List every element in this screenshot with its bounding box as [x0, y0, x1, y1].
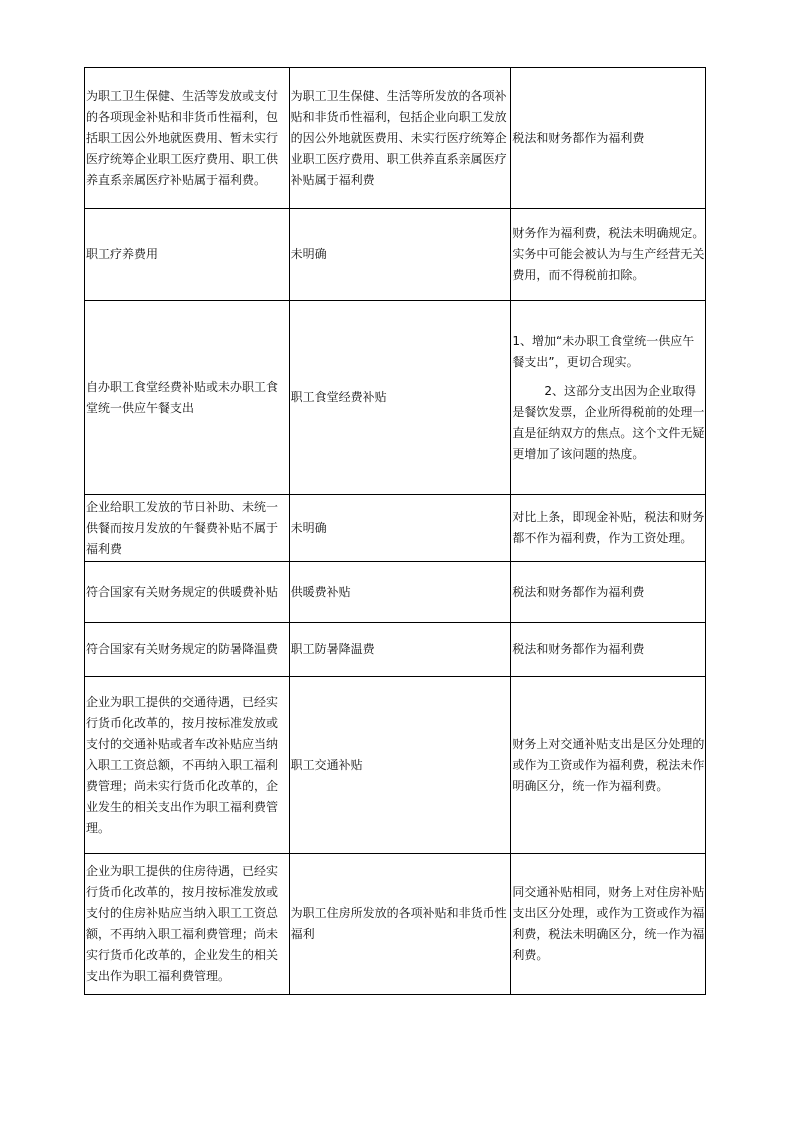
- table-cell: 财务上对交通补贴支出是区分处理的或作为工资或作为福利费，税法未作明确区分，统一作为福利费。: [511, 677, 706, 854]
- table-cell: 自办职工食堂经费补贴或未办职工食堂统一供应午餐支出: [85, 301, 290, 495]
- table-cell: 职工食堂经费补贴: [289, 301, 511, 495]
- table-cell: 税法和财务都作为福利费: [511, 623, 706, 677]
- table-cell: 为职工卫生保健、生活等所发放的各项补贴和非货币性福利，包括企业向职工发放的因公外地就医费用、未实行医疗统筹企业职工医疗费用、职工供养直系亲属医疗补贴属于福利费: [289, 68, 511, 209]
- table-row: [85, 623, 706, 677]
- table-row: [85, 68, 706, 209]
- table-row: [85, 854, 706, 995]
- table-cell: 企业为职工提供的交通待遇，已经实行货币化改革的，按月按标准发放或支付的交通补贴或者车改补贴应当纳入职工工资总额，不再纳入职工福利费管理；尚未实行货币化改革的，企业发生的相关支出作为职工福利费管理。: [85, 677, 290, 854]
- table-cell: 企业给职工发放的节日补助、未统一供餐而按月发放的午餐费补贴不属于福利费: [85, 495, 290, 562]
- table-cell: 未明确: [289, 209, 511, 301]
- table-row: [85, 301, 706, 495]
- table-cell: 未明确: [289, 495, 511, 562]
- table-cell: 职工交通补贴: [289, 677, 511, 854]
- welfare-comparison-table: [84, 67, 706, 995]
- table-cell: 职工疗养费用: [85, 209, 290, 301]
- table-cell: [511, 301, 706, 495]
- cell-paragraph: 1、增加“未办职工食堂统一供应午餐支出”，更切合现实。: [512, 333, 695, 369]
- table-row: [85, 209, 706, 301]
- table-cell: 符合国家有关财务规定的防暑降温费: [85, 623, 290, 677]
- table-cell: 企业为职工提供的住房待遇，已经实行货币化改革的，按月按标准发放或支付的住房补贴应当纳入职工工资总额，不再纳入职工福利费管理；尚未实行货币化改革的，企业发生的相关支出作为职工福利费管理。: [85, 854, 290, 995]
- table-cell: 税法和财务都作为福利费: [511, 562, 706, 623]
- table-cell: 供暖费补贴: [289, 562, 511, 623]
- table-cell: 为职工住房所发放的各项补贴和非货币性福利: [289, 854, 511, 995]
- table-cell: 税法和财务都作为福利费: [511, 68, 706, 209]
- table-cell: 为职工卫生保健、生活等发放或支付的各项现金补贴和非货币性福利，包括职工因公外地就医费用、暂未实行医疗统筹企业职工医疗费用、职工供养直系亲属医疗补贴属于福利费。: [85, 68, 290, 209]
- table-row: [85, 495, 706, 562]
- table-cell: 财务作为福利费，税法未明确规定。实务中可能会被认为与生产经营无关费用，而不得税前扣除。: [511, 209, 706, 301]
- table-row: [85, 562, 706, 623]
- cell-paragraph: 2、这部分支出因为企业取得是餐饮发票，企业所得税前的处理一直是征纳双方的焦点。这个文件无疑更增加了该问题的热度。: [512, 383, 705, 461]
- table-cell: 同交通补贴相同，财务上对住房补贴支出区分处理，或作为工资或作为福利费，税法未明确区分，统一作为福利费。: [511, 854, 706, 995]
- table-cell: 符合国家有关财务规定的供暖费补贴: [85, 562, 290, 623]
- table-cell: 职工防暑降温费: [289, 623, 511, 677]
- table-row: [85, 677, 706, 854]
- table-cell: 对比上条，即现金补贴，税法和财务都不作为福利费，作为工资处理。: [511, 495, 706, 562]
